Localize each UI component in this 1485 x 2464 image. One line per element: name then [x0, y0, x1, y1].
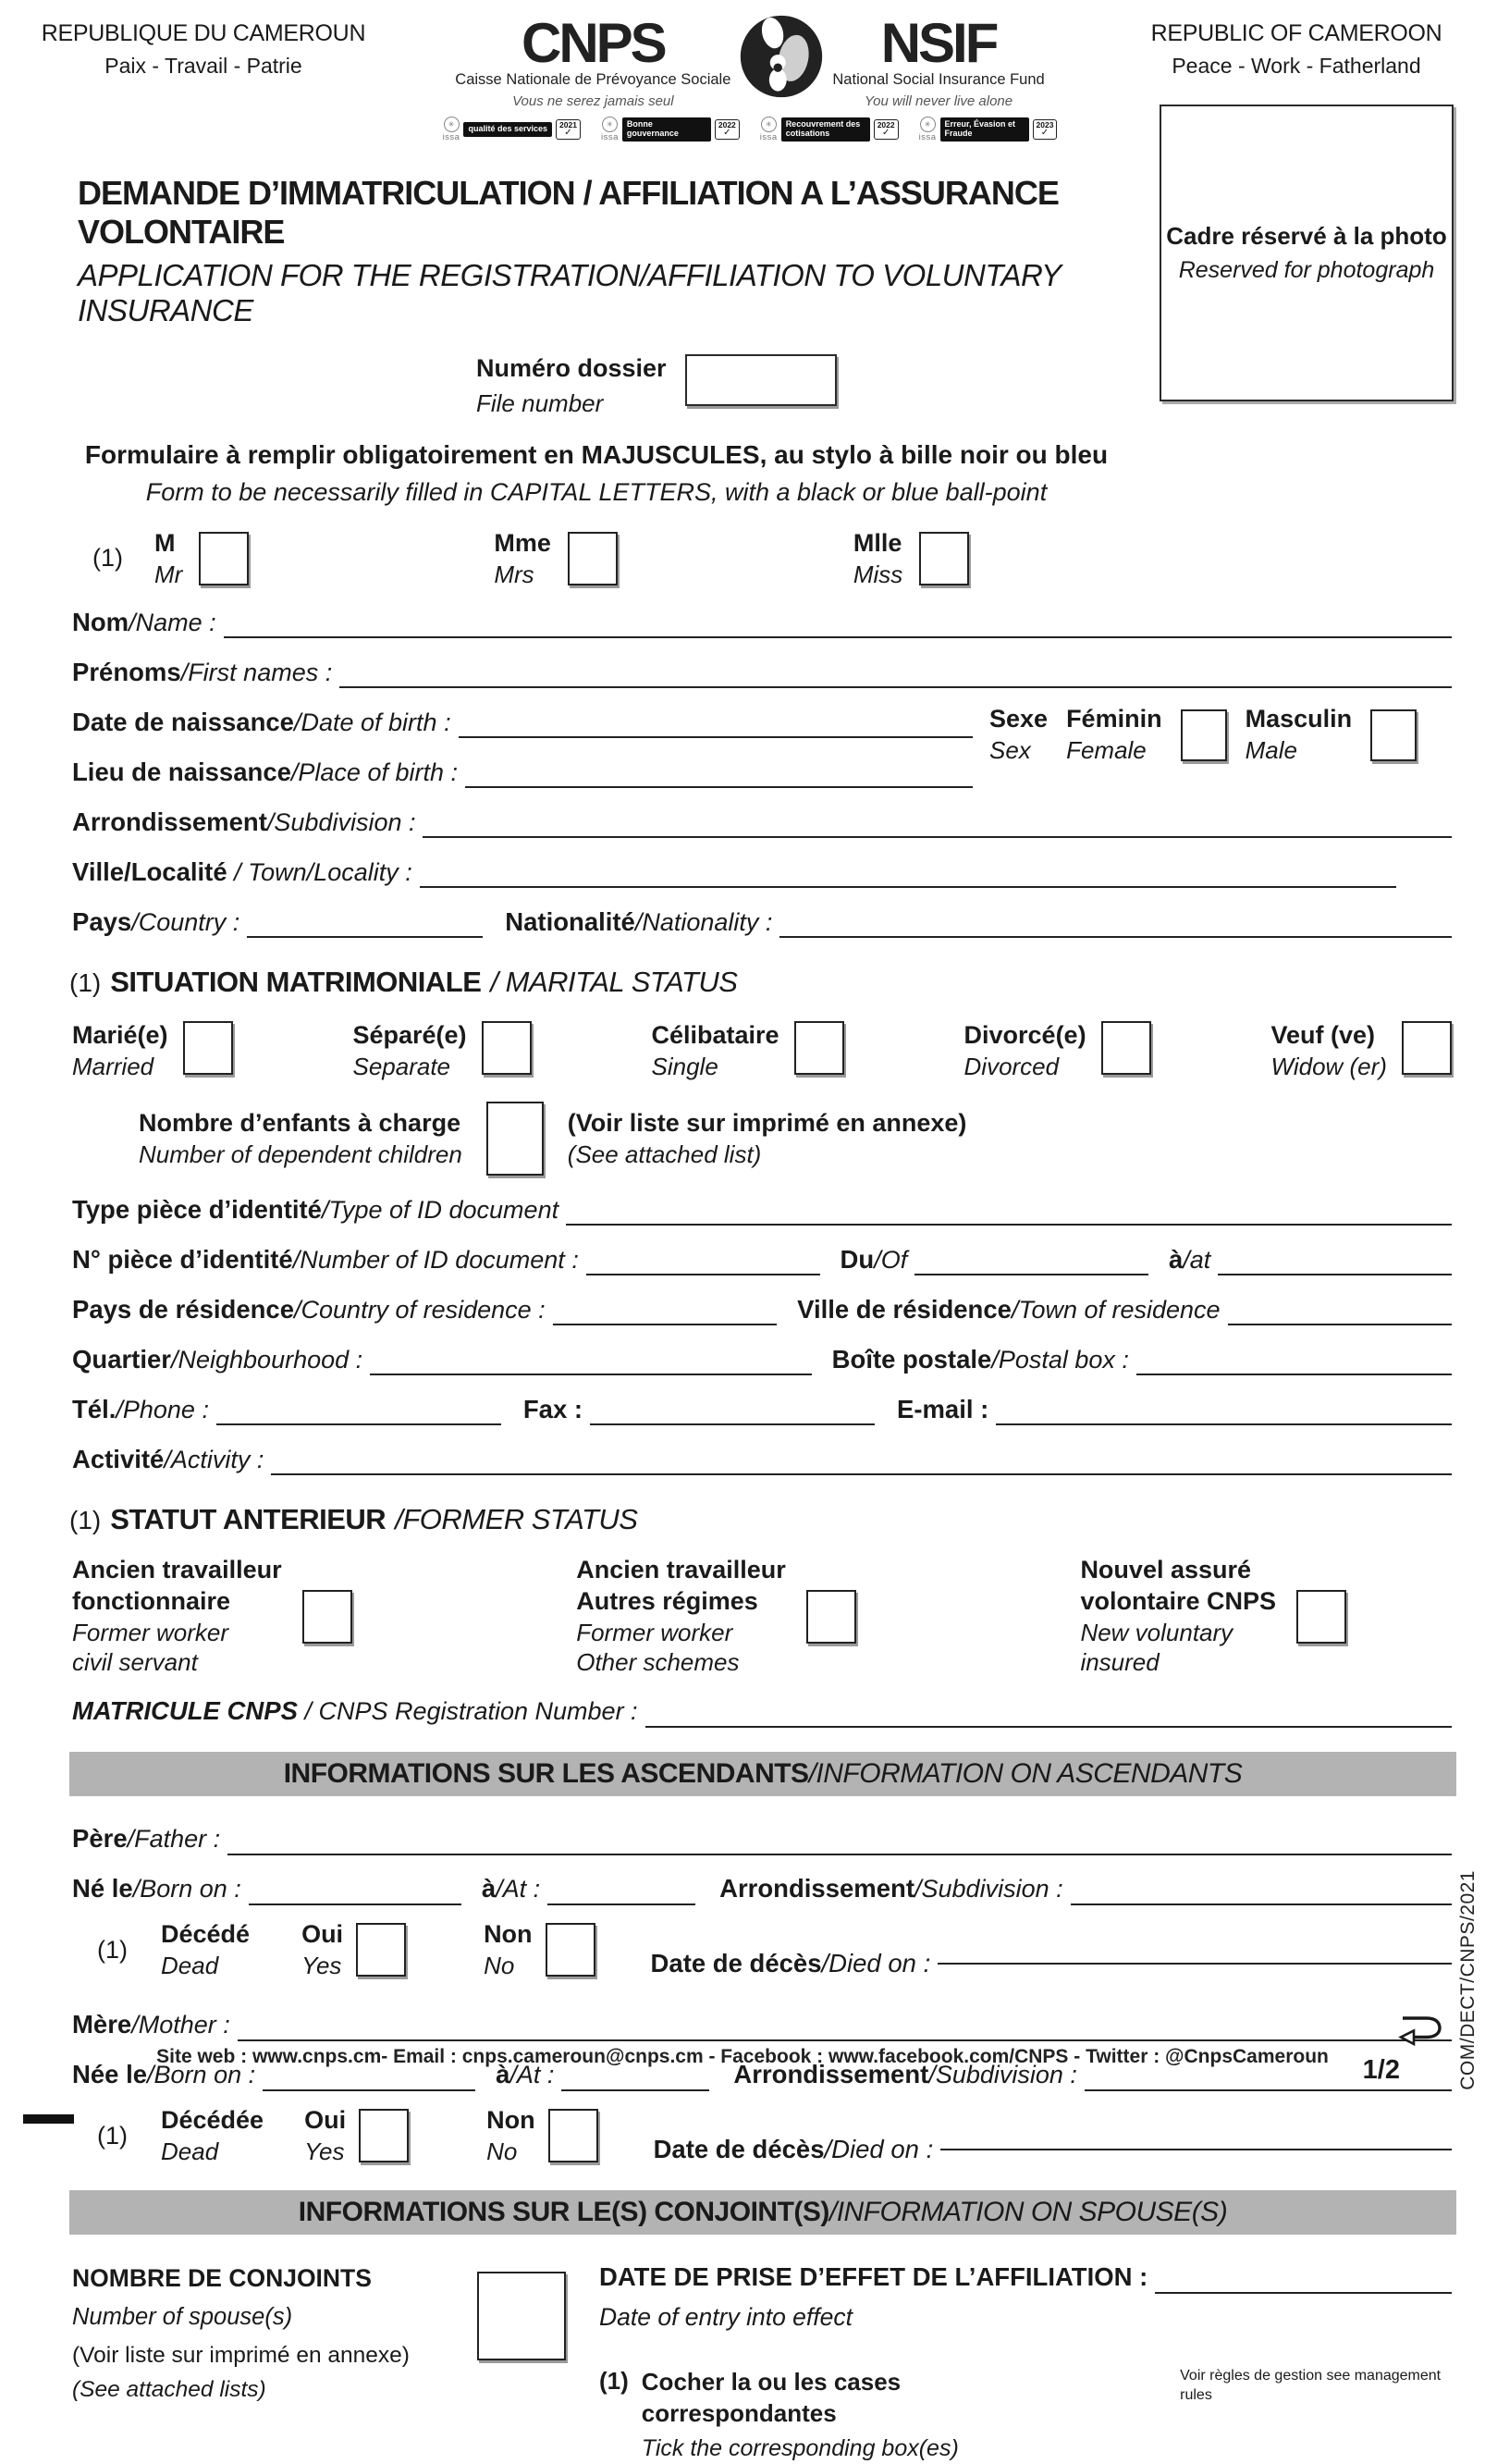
former-status-options — [72, 1555, 1346, 1678]
id-number-row: N° pièce d’identité/Number of ID document : Du/Of à/at — [72, 1238, 1452, 1275]
affiliation-date-label-en: Date of entry into effect — [599, 2302, 853, 2331]
no-label: Non No — [486, 2105, 535, 2165]
id-number-line[interactable] — [586, 1246, 820, 1275]
checkbox-miss[interactable] — [919, 532, 969, 585]
nationality-line[interactable] — [779, 908, 1452, 938]
document-reference-code: COM/DECT/CNPS/2021 — [1457, 1870, 1479, 2090]
checkbox-former-civil-servant[interactable] — [302, 1590, 352, 1644]
spouses-bottom-block — [72, 2262, 1452, 2464]
cnps-registration-number-line[interactable] — [645, 1698, 1452, 1728]
file-number-label-en: File number — [476, 388, 604, 417]
sex-label: Sexe Sex — [989, 705, 1049, 765]
sex-selection-block — [973, 705, 1452, 765]
spouse-count-box[interactable] — [477, 2272, 566, 2360]
mother-deceased-row: (1) Décédée Dead Oui Yes Non No Date de décès/Died on : — [97, 2106, 1452, 2166]
mother-dead-no-checkbox[interactable] — [548, 2109, 598, 2162]
fax-line[interactable] — [590, 1396, 875, 1425]
civility-row — [92, 529, 1485, 589]
issa-badge-error-evasion-fraud: ✳ issa Erreur, Évasion et Fraude 2023 ✓ — [919, 117, 1058, 142]
checkbox-mr[interactable] — [199, 532, 249, 585]
checkbox-former-other-schemes[interactable] — [806, 1590, 856, 1644]
fill-instruction-fr: Formulaire à remplir obligatoirement en MAJUSCULES, au stylo à bille noir ou bleu — [84, 439, 1109, 469]
civility-mrs: Mme Mrs — [494, 529, 618, 589]
cnps-tagline-fr: Vous ne serez jamais seul — [512, 93, 674, 109]
issa-badge-contribution-collection: ✳ issa Recouvrement des cotisations 2022 ✓ — [760, 117, 899, 142]
file-number-box[interactable] — [685, 354, 837, 406]
no-label: Non No — [484, 1919, 533, 1979]
cnps-registration-number-row: MATRICULE CNPS / CNPS Registration Number : — [72, 1691, 1452, 1728]
photo-box-label-en: Reserved for photograph — [1178, 257, 1435, 283]
check-icon: ✓ — [881, 128, 890, 138]
father-born-at-line[interactable] — [547, 1876, 695, 1905]
affiliation-date-block — [599, 2262, 1452, 2464]
father-born-on-line[interactable] — [249, 1876, 461, 1905]
id-type-row: Type pièce d’identité/Type of ID document — [72, 1189, 1452, 1226]
former-status-heading: (1) STATUT ANTERIEUR /FORMER STATUS — [69, 1503, 638, 1536]
phone-fax-email-row: Tél./Phone : Fax : E-mail : — [72, 1388, 1452, 1425]
residence-town-line[interactable] — [1228, 1296, 1452, 1325]
first-names-line[interactable] — [339, 659, 1452, 688]
dependent-children-label: Nombre d’enfants à charge Number of dependent children — [139, 1108, 462, 1168]
marital-options-row — [72, 1021, 1452, 1081]
nsif-full-name: National Social Insurance Fund — [832, 71, 1045, 88]
mother-name-line[interactable] — [238, 2012, 1452, 2041]
management-rules-note: Voir règles de gestion see management rules — [1180, 2367, 1442, 2403]
mother-dead-label: Décédée Dead — [161, 2105, 264, 2165]
marital-status-heading: (1) SITUATION MATRIMONIALE / MARITAL STATUS — [69, 966, 738, 999]
nsif-tagline-en: You will never live alone — [865, 93, 1013, 109]
activity-line[interactable] — [271, 1446, 1452, 1475]
father-subdivision-line[interactable] — [1071, 1876, 1452, 1905]
mother-row: Mère/Mother : — [72, 2004, 1452, 2041]
first-names-row: Prénoms/First names : — [72, 651, 1452, 688]
issa-badge-good-governance: ✳ issa Bonne gouvernance 2022 ✓ — [601, 117, 740, 142]
motto-en: Peace - Work - Fatherland — [1172, 54, 1421, 78]
civility-mr: M Mr — [154, 529, 249, 589]
father-deceased-row: (1) Décédé Dead Oui Yes Non No Date de décès/Died on : — [97, 1920, 1452, 1980]
checkbox-widowed[interactable] — [1402, 1021, 1452, 1075]
country-line[interactable] — [247, 908, 483, 938]
checkbox-single[interactable] — [794, 1021, 844, 1075]
issa-icon: ✳ — [602, 117, 618, 132]
place-of-birth-line[interactable] — [465, 758, 973, 788]
photo-box-label-fr: Cadre réservé à la photo — [1166, 222, 1447, 250]
place-of-birth-row: Lieu de naissance/Place of birth : — [72, 751, 973, 788]
country-title-en: REPUBLIC OF CAMEROON — [1150, 20, 1442, 46]
option-widowed: Veuf (ve) Widow (er) — [1271, 1021, 1452, 1081]
mother-death-date-line[interactable] — [940, 2121, 1452, 2150]
father-birth-row: Né le/Born on : à/At : Arrondissement/Subdivision : — [72, 1868, 1452, 1905]
header-logo-block — [370, 12, 1130, 142]
postal-box-line[interactable] — [1136, 1346, 1452, 1375]
subdivision-line[interactable] — [423, 808, 1452, 838]
option-new-voluntary-insured: Nouvel assuré volontaire CNPS New voluntary insured — [1080, 1555, 1346, 1678]
id-issued-at-line[interactable] — [1218, 1246, 1452, 1275]
neighbourhood-line[interactable] — [370, 1346, 812, 1375]
town-locality-row: Ville/Localité / Town/Locality : — [72, 851, 1452, 888]
form-title-fr: DEMANDE D’IMMATRICULATION / AFFILIATION A L’ASSURANCE VOLONTAIRE — [78, 173, 1059, 251]
page-number: 1/2 — [1362, 2055, 1400, 2085]
ascendants-banner: INFORMATIONS SUR LES ASCENDANTS /INFORMATION ON ASCENDANTS — [69, 1752, 1456, 1796]
subdivision-row: Arrondissement/Subdivision : — [72, 801, 1452, 838]
photo-box[interactable] — [1160, 105, 1454, 401]
female-label: Féminin Female — [1066, 705, 1162, 765]
option-single: Célibataire Single — [652, 1021, 844, 1081]
mother-dead-yes-checkbox[interactable] — [359, 2109, 409, 2162]
contact-footer: Site web : www.cnps.cm- Email : cnps.cameroun@cnps.cm - Facebook : www.facebook.com/CNPS - Twitter : @CnpsCameroun — [156, 2046, 1329, 2067]
country-nationality-row: Pays/Country : Nationalité/Nationality : — [72, 901, 1452, 938]
cnps-full-name: Caisse Nationale de Prévoyance Sociale — [455, 71, 731, 88]
cnps-wordmark: CNPS — [521, 12, 665, 74]
check-icon: ✓ — [564, 128, 572, 138]
male-label: Masculin Male — [1245, 705, 1353, 765]
father-dead-no-checkbox[interactable] — [546, 1923, 595, 1977]
father-dead-label: Décédé Dead — [161, 1919, 251, 1979]
checkbox-divorced[interactable] — [1101, 1021, 1151, 1075]
issa-icon: ✳ — [920, 117, 936, 132]
spouse-count-labels: NOMBRE DE CONJOINTS Number of spouse(s) (Voir liste sur imprimé en annexe) (See attached lists) — [72, 2263, 410, 2402]
phone-line[interactable] — [216, 1396, 501, 1425]
neighbourhood-row: Quartier/Neighbourhood : Boîte postale/Postal box : — [72, 1338, 1452, 1375]
print-registration-mark — [23, 2114, 74, 2124]
checkbox-male[interactable] — [1370, 709, 1417, 761]
father-row: Père/Father : — [72, 1818, 1452, 1855]
checkbox-female[interactable] — [1181, 709, 1227, 761]
form-title — [78, 174, 1169, 328]
date-of-birth-line[interactable] — [459, 708, 973, 738]
id-issued-on-line[interactable] — [914, 1246, 1148, 1275]
father-name-line[interactable] — [227, 1826, 1452, 1855]
page-turn-arrow-icon — [1396, 2009, 1444, 2051]
checkbox-new-voluntary-insured[interactable] — [1296, 1590, 1346, 1644]
dependent-children-count-box[interactable] — [486, 1102, 544, 1176]
header-left-block — [37, 20, 370, 79]
check-icon: ✓ — [723, 128, 731, 138]
country-title-fr: REPUBLIQUE DU CAMEROUN — [41, 20, 366, 46]
civility-miss: Mlle Miss — [853, 529, 969, 589]
issa-icon: ✳ — [761, 117, 777, 132]
father-dead-yes-checkbox[interactable] — [356, 1923, 406, 1977]
birth-and-sex-block — [72, 688, 1452, 788]
yes-label: Oui Yes — [301, 1919, 344, 1979]
form-title-en: APPLICATION FOR THE REGISTRATION/AFFILIATION TO VOLUNTARY INSURANCE — [78, 257, 1062, 327]
residence-row: Pays de résidence/Country of residence : Ville de résidence/Town of residence — [72, 1288, 1452, 1325]
issa-badge-service-quality: ✳ issa qualité des services 2021 ✓ — [443, 117, 581, 142]
option-separated: Séparé(e) Separate — [352, 1021, 531, 1081]
residence-country-line[interactable] — [553, 1296, 777, 1325]
note-mark: (1) — [92, 544, 123, 573]
activity-row: Activité/Activity : — [72, 1438, 1452, 1475]
email-line[interactable] — [996, 1396, 1452, 1425]
dependent-children-row — [139, 1102, 1485, 1176]
fill-instruction — [55, 440, 1137, 507]
footnotes-row — [599, 2367, 1452, 2464]
file-number-label-fr: Numéro dossier — [476, 353, 667, 382]
header-right-block — [1130, 20, 1463, 79]
id-type-line[interactable] — [566, 1196, 1452, 1226]
check-icon: ✓ — [1040, 128, 1049, 138]
attached-list-note: (Voir liste sur imprimé en annexe) (See attached list) — [567, 1108, 967, 1168]
issa-certification-badges — [443, 117, 1058, 142]
town-locality-line[interactable] — [420, 858, 1396, 888]
name-line[interactable] — [224, 609, 1452, 638]
date-of-birth-row: Date de naissance/Date of birth : — [72, 701, 973, 738]
option-divorced: Divorcé(e) Divorced — [964, 1021, 1151, 1081]
spouses-banner: INFORMATIONS SUR LE(S) CONJOINT(S) /INFORMATION ON SPOUSE(S) — [69, 2190, 1456, 2235]
logo-nsif-column — [832, 12, 1045, 109]
motto-fr: Paix - Travail - Patrie — [104, 54, 302, 78]
logo-cnps-column — [455, 12, 731, 109]
nsif-wordmark: NSIF — [880, 12, 997, 74]
checkbox-mrs[interactable] — [568, 532, 618, 585]
checkbox-separated[interactable] — [482, 1021, 532, 1075]
issa-icon: ✳ — [444, 117, 460, 132]
cnps-emblem-logo — [738, 13, 825, 105]
father-death-date-line[interactable] — [938, 1935, 1452, 1965]
affiliation-date-line[interactable] — [1155, 2264, 1452, 2294]
tick-note: (1) Cocher la ou les cases correspondantes Tick the corresponding box(es) — [599, 2366, 959, 2462]
option-former-civil-servant: Ancien travailleur fonctionnaire Former worker civil servant — [72, 1555, 352, 1678]
option-former-other-schemes: Ancien travailleur Autres régimes Former worker Other schemes — [576, 1555, 856, 1678]
affiliation-date-label-fr: DATE DE PRISE D’EFFET DE L’AFFILIATION : — [599, 2261, 1148, 2291]
yes-label: Oui Yes — [304, 2105, 347, 2165]
mother-birth-row: Née le/Born on : à/At : Arrondissement/Subdivision : — [72, 2054, 1452, 2091]
fill-instruction-en: Form to be necessarily filled in CAPITAL LETTERS, with a black or blue ball-point — [145, 477, 1048, 506]
checkbox-married[interactable] — [183, 1021, 233, 1075]
name-row: Nom/Name : — [72, 601, 1452, 638]
option-married: Marié(e) Married — [72, 1021, 233, 1081]
